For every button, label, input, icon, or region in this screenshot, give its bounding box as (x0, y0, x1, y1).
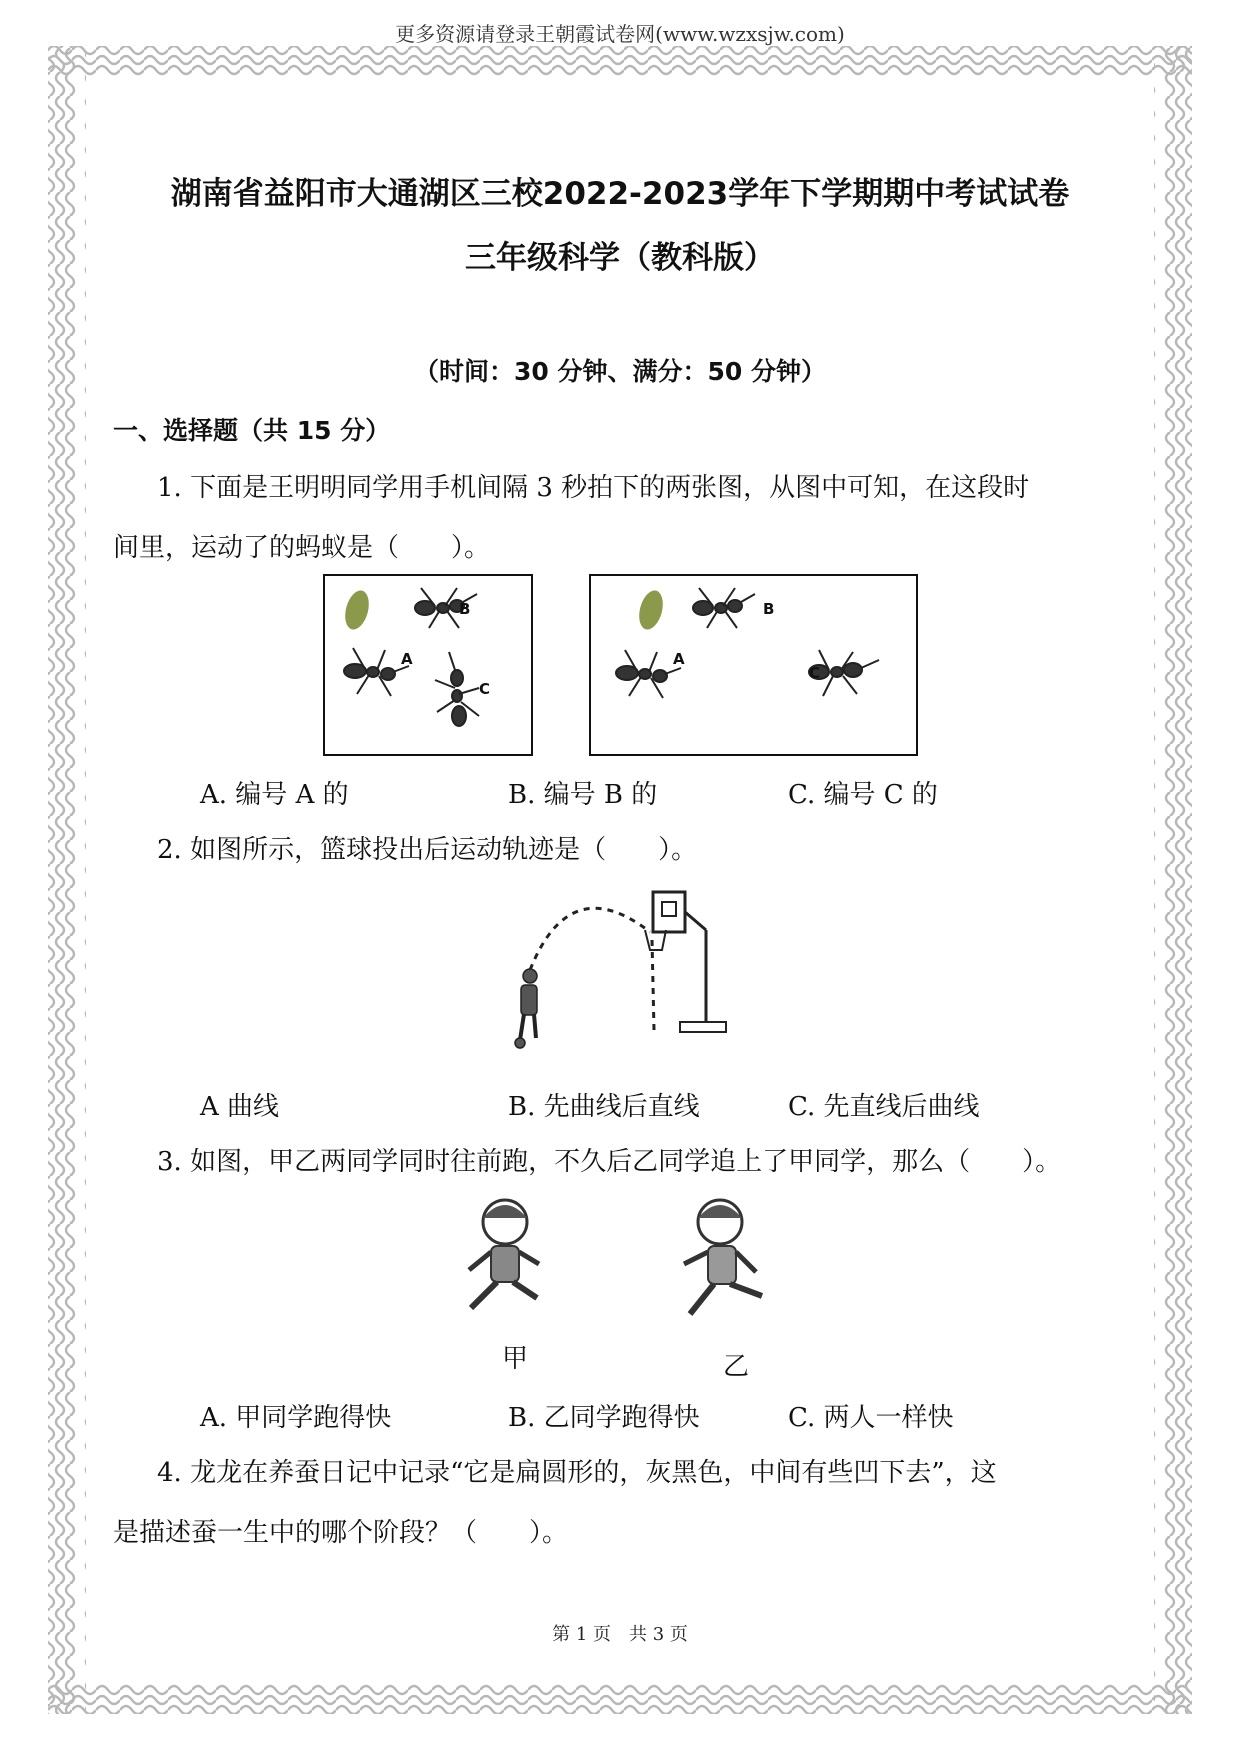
page-number: 第 1 页 共 3 页 (552, 1624, 688, 1645)
ball-drop-path (652, 940, 654, 1030)
runner-yi-icon (670, 1192, 780, 1342)
question-3-option-b[interactable]: B. 乙同学跑得快 (508, 1403, 700, 1433)
ant-photo-after (589, 574, 918, 756)
runner-jia-icon (455, 1190, 555, 1340)
basketball-figure (500, 880, 740, 1060)
question-2-option-b[interactable]: B. 先曲线后直线 (508, 1092, 700, 1122)
question-1-option-c[interactable]: C. 编号 C 的 (788, 780, 938, 810)
question-3-text: 3. 如图，甲乙两同学同时往前跑，不久后乙同学追上了甲同学，那么（ ）。 (157, 1147, 1062, 1177)
ball-trajectory (530, 908, 650, 970)
ant-drawing-after (591, 576, 916, 754)
question-1-option-b[interactable]: B. 编号 B 的 (508, 780, 658, 810)
ant-b-icon (693, 588, 755, 628)
ant-drawing-before (325, 576, 531, 754)
exam-subtitle: 三年级科学（教科版） (465, 240, 775, 276)
runner-jia-label: 甲 (502, 1344, 529, 1374)
leaf-icon (341, 588, 373, 632)
question-4-text: 4. 龙龙在养蚕日记中记录“它是扁圆形的，灰黑色，中间有些凹下去”，这 (157, 1458, 997, 1488)
exam-time-info: （时间：30 分钟、满分：50 分钟） (414, 357, 826, 386)
question-2-option-c[interactable]: C. 先直线后曲线 (788, 1092, 980, 1122)
player-icon (515, 969, 537, 1048)
question-1-text: 1. 下面是王明明同学用手机间隔 3 秒拍下的两张图，从图中可知，在这段时 (157, 473, 1030, 503)
figure-label-b: B (459, 600, 471, 618)
leaf-icon (635, 588, 667, 632)
ant-a-icon (344, 648, 409, 696)
question-1-option-a[interactable]: A. 编号 A 的 (200, 780, 349, 810)
question-2-text: 2. 如图所示，篮球投出后运动轨迹是（ ）。 (157, 835, 698, 865)
site-notice: 更多资源请登录王朝霞试卷网(www.wzxsjw.com) (395, 22, 845, 46)
figure-label-a: A (673, 650, 685, 668)
section-title: 一、选择题（共 15 分） (113, 416, 391, 445)
figure-label-b: B (763, 600, 775, 618)
figure-label-c: C (809, 664, 821, 682)
question-3-option-c[interactable]: C. 两人一样快 (788, 1403, 954, 1433)
figure-label-a: A (401, 650, 413, 668)
exam-title: 湖南省益阳市大通湖区三校2022-2023学年下学期期中考试试卷 (170, 176, 1070, 212)
backboard-icon (653, 892, 685, 932)
ant-c-icon (435, 652, 479, 726)
ant-photo-before (323, 574, 533, 756)
hoop-base-icon (680, 1022, 726, 1032)
question-1-text-cont: 间里，运动了的蚂蚁是（ ）。 (113, 533, 491, 563)
question-4-text-cont: 是描述蚕一生中的哪个阶段？（ ）。 (113, 1518, 569, 1548)
figure-label-c: C (479, 680, 491, 698)
question-2-option-a[interactable]: A 曲线 (200, 1092, 280, 1122)
question-3-option-a[interactable]: A. 甲同学跑得快 (200, 1403, 392, 1433)
runner-yi-label: 乙 (723, 1352, 750, 1382)
ant-a-icon (616, 650, 681, 698)
